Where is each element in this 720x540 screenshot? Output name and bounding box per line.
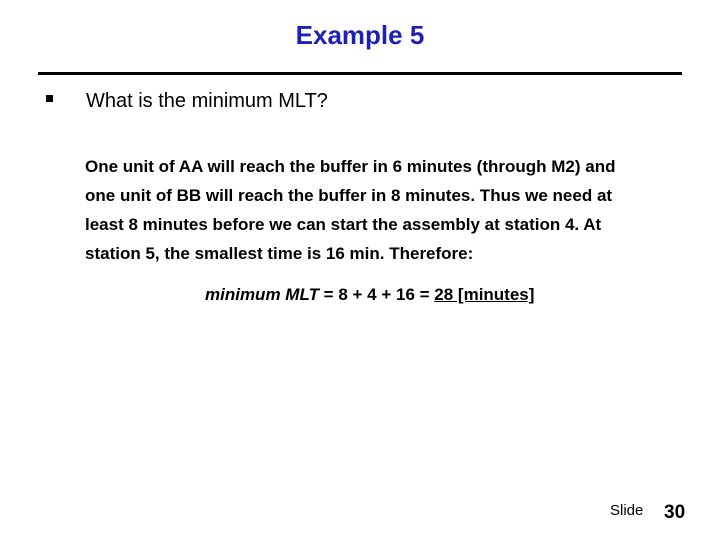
square-bullet-icon <box>46 95 53 102</box>
explanation-line: one unit of BB will reach the buffer in 8 minutes. Thus we need at <box>85 186 613 205</box>
bullet-question: What is the minimum MLT? <box>86 90 328 112</box>
formula-lhs: minimum MLT <box>205 285 319 304</box>
slide-title: Example 5 <box>295 20 425 50</box>
mlt-formula <box>205 285 534 305</box>
title-divider <box>38 72 682 75</box>
explanation-line: least 8 minutes before we can start the assembly at station 4. At <box>85 215 602 234</box>
formula-expression: = 8 + 4 + 16 = <box>318 285 435 304</box>
explanation-line: station 5, the smallest time is 16 min. Therefore: <box>85 244 474 263</box>
slide-label: Slide <box>610 502 644 519</box>
explanation-line: One unit of AA will reach the buffer in 6 minutes (through M2) and <box>85 157 616 176</box>
formula-result: 28 [minutes] <box>434 285 535 304</box>
slide-number: 30 <box>664 502 686 523</box>
explanation-paragraph <box>85 152 685 268</box>
bullet-item <box>46 90 686 120</box>
